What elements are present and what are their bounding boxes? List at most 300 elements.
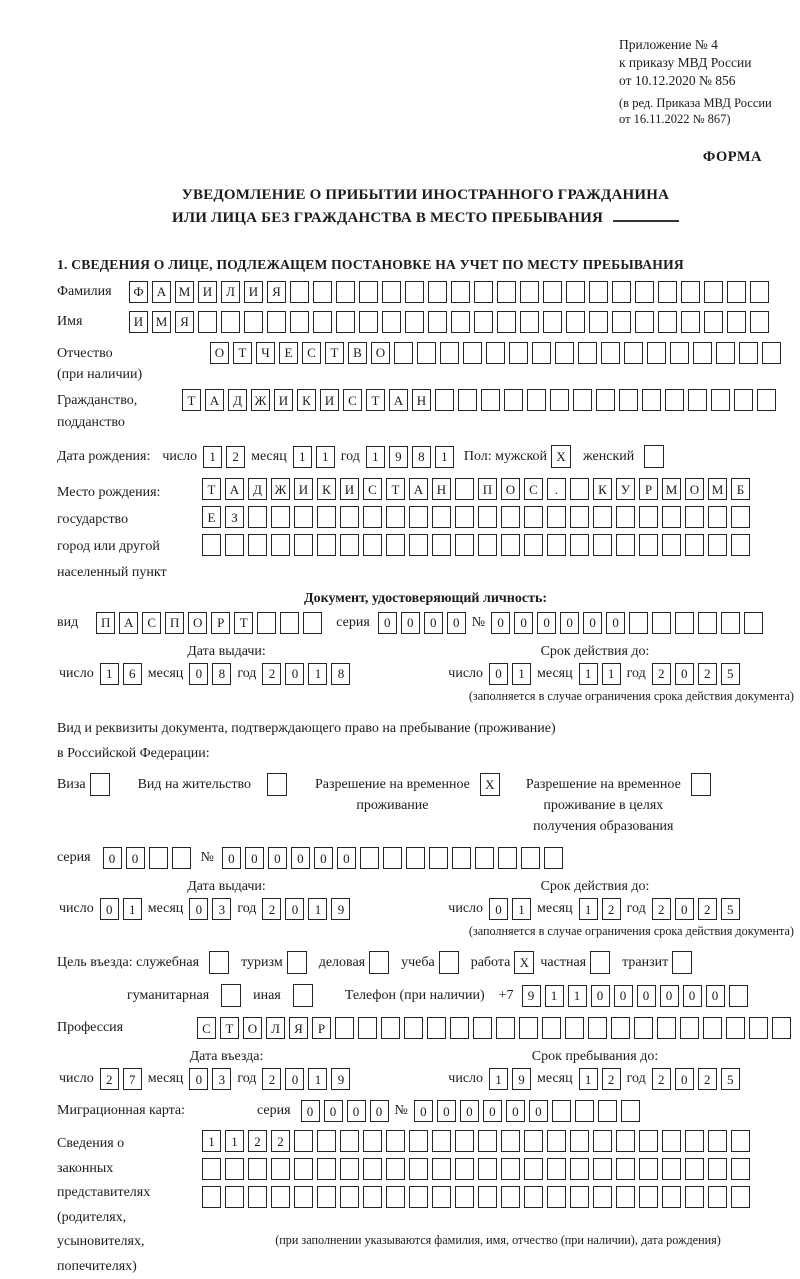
- char-cell: [381, 1017, 400, 1039]
- date-part-label: год: [237, 901, 257, 917]
- char-cell: [478, 506, 497, 528]
- char-cell: 2: [248, 1130, 267, 1152]
- char-cell: С: [524, 478, 543, 500]
- char-cell: [382, 281, 401, 303]
- char-cell: 2: [262, 898, 281, 920]
- char-cell: В: [348, 342, 367, 364]
- char-cell: [703, 1017, 722, 1039]
- doc-expiry-col: [396, 644, 794, 704]
- char-cell: О: [188, 612, 207, 634]
- char-cell: Р: [312, 1017, 331, 1039]
- char-cell: [394, 342, 413, 364]
- char-cell: 0: [537, 612, 556, 634]
- char-cell: Т: [366, 389, 385, 411]
- char-cell: [386, 1186, 405, 1208]
- char-cell: [570, 1130, 589, 1152]
- char-cell: Ж: [251, 389, 270, 411]
- birth-place-label: Место рождения: государство город или другой населенный пункт: [57, 485, 167, 581]
- char-cell: 1: [293, 446, 312, 468]
- char-cell: Р: [639, 478, 658, 500]
- residence-issue-heading: Дата выдачи:: [187, 879, 266, 895]
- char-cell: [409, 1186, 428, 1208]
- char-cell: 0: [347, 1100, 366, 1122]
- char-cell: [271, 1186, 290, 1208]
- char-cell: [497, 311, 516, 333]
- entry-date: [57, 1068, 396, 1090]
- char-cell: 1: [579, 1068, 598, 1090]
- char-cell: 8: [412, 446, 431, 468]
- char-cell: [405, 311, 424, 333]
- char-cell: И: [294, 478, 313, 500]
- char-cell: [612, 311, 631, 333]
- char-cell: [509, 342, 528, 364]
- residence-permit-checkbox: [267, 773, 287, 796]
- stay-until-heading: Срок пребывания до:: [531, 1049, 659, 1065]
- purpose-work-checkbox: X: [514, 951, 534, 974]
- char-cell: [729, 985, 748, 1007]
- residence-options-row: [57, 772, 794, 837]
- name-label: Имя: [57, 313, 83, 329]
- purpose-tourism-checkbox: [287, 951, 307, 974]
- char-cell: [451, 311, 470, 333]
- char-cell: [455, 534, 474, 556]
- char-cell: [435, 389, 454, 411]
- char-cell: [520, 311, 539, 333]
- purpose-transit-label: транзит: [622, 954, 669, 970]
- char-cell: [520, 281, 539, 303]
- char-cell: [662, 534, 681, 556]
- char-cell: [570, 1186, 589, 1208]
- entry-dates: [57, 1049, 794, 1090]
- char-cell: 1: [123, 898, 142, 920]
- option-temp-residence: Разрешение на временное проживание X: [315, 772, 504, 837]
- char-cell: С: [343, 389, 362, 411]
- char-cell: Н: [432, 478, 451, 500]
- char-cell: [550, 389, 569, 411]
- char-cell: [589, 281, 608, 303]
- char-cell: [552, 1100, 571, 1122]
- char-cell: [726, 1017, 745, 1039]
- sex-male-label: Пол: мужской: [463, 448, 548, 464]
- char-cell: [475, 847, 494, 869]
- char-cell: [383, 847, 402, 869]
- char-cell: [340, 534, 359, 556]
- char-cell: 1: [203, 446, 222, 468]
- char-cell: [547, 1130, 566, 1152]
- char-cell: Я: [175, 311, 194, 333]
- phone-label: Телефон (при наличии): [344, 987, 485, 1003]
- char-cell: [657, 1017, 676, 1039]
- char-cell: [450, 1017, 469, 1039]
- char-cell: Л: [266, 1017, 285, 1039]
- char-cell: К: [593, 478, 612, 500]
- char-cell: 1: [435, 446, 454, 468]
- representatives-row2: [202, 1158, 754, 1180]
- char-cell: [711, 389, 730, 411]
- char-cell: [486, 342, 505, 364]
- migration-series-cells: [301, 1100, 393, 1122]
- char-cell: [639, 1158, 658, 1180]
- char-cell: [658, 311, 677, 333]
- char-cell: 1: [568, 985, 587, 1007]
- char-cell: О: [243, 1017, 262, 1039]
- char-cell: А: [409, 478, 428, 500]
- date-part-label: число: [59, 665, 94, 681]
- char-cell: [317, 506, 336, 528]
- date-part-label: число: [59, 1071, 94, 1087]
- char-cell: [294, 1186, 313, 1208]
- char-cell: [202, 534, 221, 556]
- char-cell: [578, 342, 597, 364]
- purpose-private-label: частная: [540, 954, 587, 970]
- char-cell: [313, 311, 332, 333]
- purpose-official-checkbox: [209, 951, 229, 974]
- char-cell: [612, 281, 631, 303]
- char-cell: [463, 342, 482, 364]
- char-cell: [685, 534, 704, 556]
- char-cell: [708, 534, 727, 556]
- char-cell: [363, 1186, 382, 1208]
- char-cell: 0: [675, 898, 694, 920]
- char-cell: [198, 311, 217, 333]
- char-cell: [704, 281, 723, 303]
- purpose-prefix: Цель въезда: служебная: [57, 954, 200, 970]
- char-cell: [662, 506, 681, 528]
- char-cell: [731, 1158, 750, 1180]
- char-cell: 0: [414, 1100, 433, 1122]
- char-cell: [455, 1158, 474, 1180]
- char-cell: [662, 1186, 681, 1208]
- birth-place-row1: [202, 478, 754, 500]
- stay-until-col: [396, 1049, 794, 1090]
- char-cell: И: [340, 478, 359, 500]
- char-cell: [417, 342, 436, 364]
- char-cell: [290, 311, 309, 333]
- char-cell: [573, 389, 592, 411]
- char-cell: [432, 1186, 451, 1208]
- char-cell: 0: [245, 847, 264, 869]
- identity-doc-dates: [57, 644, 794, 704]
- char-cell: 2: [100, 1068, 119, 1090]
- purpose-transit-checkbox: [672, 951, 692, 974]
- char-cell: [340, 1130, 359, 1152]
- char-cell: П: [165, 612, 184, 634]
- char-cell: [566, 281, 585, 303]
- char-cell: [565, 1017, 584, 1039]
- form-title: [57, 184, 794, 231]
- char-cell: [317, 1130, 336, 1152]
- char-cell: 7: [123, 1068, 142, 1090]
- identity-doc-row: [57, 612, 794, 634]
- char-cell: Р: [211, 612, 230, 634]
- char-cell: 0: [337, 847, 356, 869]
- birth-place-block: [57, 478, 794, 586]
- char-cell: [698, 612, 717, 634]
- char-cell: А: [152, 281, 171, 303]
- residence-issue-date: [57, 898, 396, 920]
- char-cell: [762, 342, 781, 364]
- char-cell: 9: [512, 1068, 531, 1090]
- char-cell: [524, 1130, 543, 1152]
- char-cell: [317, 534, 336, 556]
- profession-cells: [197, 1017, 795, 1039]
- char-cell: Я: [289, 1017, 308, 1039]
- char-cell: О: [501, 478, 520, 500]
- char-cell: [750, 311, 769, 333]
- residence-number-cells: [222, 847, 567, 869]
- surname-cells: [129, 281, 773, 303]
- char-cell: 5: [721, 1068, 740, 1090]
- char-cell: [382, 311, 401, 333]
- char-cell: [731, 1130, 750, 1152]
- char-cell: [542, 1017, 561, 1039]
- entry-date-heading: Дата въезда:: [189, 1049, 264, 1065]
- char-cell: С: [197, 1017, 216, 1039]
- char-cell: 5: [721, 663, 740, 685]
- char-cell: [727, 311, 746, 333]
- char-cell: [639, 534, 658, 556]
- char-cell: [432, 534, 451, 556]
- purpose-study-label: учеба: [401, 954, 435, 970]
- char-cell: Т: [234, 612, 253, 634]
- char-cell: [340, 1186, 359, 1208]
- doc-type-label: вид: [57, 614, 79, 630]
- char-cell: [496, 1017, 515, 1039]
- char-cell: [501, 534, 520, 556]
- appendix-line: Приложение № 4: [619, 37, 718, 52]
- option-visa: Виза: [57, 772, 114, 837]
- char-cell: [635, 311, 654, 333]
- char-cell: 9: [331, 1068, 350, 1090]
- sex-female-checkbox: [644, 445, 664, 468]
- char-cell: [570, 534, 589, 556]
- date-part-label: месяц: [537, 665, 573, 681]
- date-part-label: месяц: [147, 901, 184, 917]
- patronymic-cells: [210, 342, 785, 364]
- identity-doc-heading: Документ, удостоверяющий личность:: [303, 590, 548, 606]
- representatives-row1: [202, 1130, 754, 1152]
- char-cell: [639, 506, 658, 528]
- char-cell: 0: [285, 663, 304, 685]
- char-cell: [360, 847, 379, 869]
- visit-purpose-row1: [57, 951, 794, 974]
- residence-series-row: [57, 847, 794, 869]
- char-cell: С: [363, 478, 382, 500]
- char-cell: [739, 342, 758, 364]
- char-cell: [280, 612, 299, 634]
- char-cell: М: [152, 311, 171, 333]
- representatives-rows: [202, 1130, 754, 1214]
- section1-heading: 1. СВЕДЕНИЯ О ЛИЦЕ, ПОДЛЕЖАЩЕМ ПОСТАНОВКЕ НА УЧЕТ ПО МЕСТУ ПРЕБЫВАНИЯ: [57, 256, 684, 272]
- char-cell: [409, 534, 428, 556]
- name-row: [57, 311, 794, 333]
- appendix-line: к приказу МВД России: [619, 55, 752, 71]
- char-cell: [386, 506, 405, 528]
- char-cell: 0: [489, 898, 508, 920]
- char-cell: [428, 281, 447, 303]
- char-cell: Н: [412, 389, 431, 411]
- residence-number-label: №: [200, 850, 214, 866]
- citizenship-cells: [182, 389, 780, 411]
- char-cell: 2: [262, 1068, 281, 1090]
- char-cell: [474, 311, 493, 333]
- char-cell: [566, 311, 585, 333]
- char-cell: Т: [325, 342, 344, 364]
- char-cell: [616, 1158, 635, 1180]
- char-cell: [429, 847, 448, 869]
- migration-series-label: серия: [257, 1103, 291, 1119]
- form-title-line1: УВЕДОМЛЕНИЕ О ПРИБЫТИИ ИНОСТРАННОГО ГРАЖДАНИНА: [181, 187, 670, 204]
- char-cell: И: [129, 311, 148, 333]
- char-cell: [409, 1158, 428, 1180]
- char-cell: 2: [226, 446, 245, 468]
- char-cell: 0: [529, 1100, 548, 1122]
- char-cell: 0: [103, 847, 122, 869]
- doc-expiry-note: (заполняется в случае ограничения срока действия документа): [468, 688, 794, 703]
- date-part-label: год: [237, 1071, 257, 1087]
- char-cell: 0: [637, 985, 656, 1007]
- char-cell: [225, 1186, 244, 1208]
- char-cell: Т: [386, 478, 405, 500]
- char-cell: О: [210, 342, 229, 364]
- char-cell: [317, 1158, 336, 1180]
- char-cell: [497, 281, 516, 303]
- char-cell: 0: [591, 985, 610, 1007]
- representatives-label: Сведения о законных представителях (родителях, усыновителях, попечителях): [57, 1136, 151, 1274]
- birth-place-row2: [202, 506, 754, 528]
- char-cell: [593, 534, 612, 556]
- char-cell: 2: [271, 1130, 290, 1152]
- purpose-humanitarian-label: гуманитарная: [127, 987, 210, 1003]
- date-part-label: месяц: [537, 1071, 573, 1087]
- char-cell: [473, 1017, 492, 1039]
- char-cell: [317, 1186, 336, 1208]
- citizenship-label: Гражданство, подданство: [57, 393, 138, 430]
- char-cell: [593, 506, 612, 528]
- char-cell: [501, 1186, 520, 1208]
- purpose-other-label: иная: [253, 987, 281, 1003]
- char-cell: [757, 389, 776, 411]
- char-cell: [619, 389, 638, 411]
- char-cell: [543, 281, 562, 303]
- doc-series-label: серия: [336, 614, 370, 630]
- char-cell: Т: [220, 1017, 239, 1039]
- char-cell: [225, 534, 244, 556]
- char-cell: Ч: [256, 342, 275, 364]
- date-part-label: месяц: [147, 665, 184, 681]
- char-cell: [543, 311, 562, 333]
- char-cell: 0: [301, 1100, 320, 1122]
- char-cell: 1: [512, 898, 531, 920]
- char-cell: 2: [652, 898, 671, 920]
- char-cell: [570, 1158, 589, 1180]
- residence-doc-intro: Вид и реквизиты документа, подтверждающего право на пребывание (проживание) в Российской Федерации:: [57, 720, 556, 761]
- char-cell: [340, 1158, 359, 1180]
- patronymic-label: Отчество (при наличии): [57, 345, 143, 383]
- char-cell: [202, 1186, 221, 1208]
- char-cell: 0: [483, 1100, 502, 1122]
- char-cell: [451, 281, 470, 303]
- purpose-private-checkbox: [590, 951, 610, 974]
- char-cell: 0: [560, 612, 579, 634]
- date-part-label: год: [626, 901, 646, 917]
- char-cell: [524, 506, 543, 528]
- char-cell: [685, 1130, 704, 1152]
- char-cell: [386, 534, 405, 556]
- char-cell: [498, 847, 517, 869]
- phone-prefix: +7: [498, 987, 514, 1003]
- char-cell: [611, 1017, 630, 1039]
- char-cell: [524, 534, 543, 556]
- char-cell: [772, 1017, 791, 1039]
- char-cell: [708, 1130, 727, 1152]
- date-part-label: число: [448, 665, 484, 681]
- char-cell: А: [225, 478, 244, 500]
- char-cell: [749, 1017, 768, 1039]
- char-cell: 0: [514, 612, 533, 634]
- date-part-label: число: [448, 1071, 484, 1087]
- birth-place-rows: [202, 478, 754, 562]
- char-cell: [639, 1186, 658, 1208]
- char-cell: [294, 506, 313, 528]
- birth-place-row3: [202, 534, 754, 556]
- char-cell: [634, 1017, 653, 1039]
- char-cell: 2: [602, 1068, 621, 1090]
- doc-expiry-heading: Срок действия до:: [540, 643, 650, 659]
- doc-number-cells: [491, 612, 767, 634]
- purpose-study-checkbox: [439, 951, 459, 974]
- date-part-label: год: [626, 665, 646, 681]
- char-cell: [340, 506, 359, 528]
- char-cell: [294, 1130, 313, 1152]
- sex-female-label: женский: [583, 448, 635, 464]
- char-cell: [432, 1130, 451, 1152]
- char-cell: [593, 1186, 612, 1208]
- surname-row: [57, 281, 794, 303]
- char-cell: [593, 1158, 612, 1180]
- char-cell: [547, 1186, 566, 1208]
- doc-series-cells: [378, 612, 470, 634]
- char-cell: [244, 311, 263, 333]
- char-cell: [294, 534, 313, 556]
- char-cell: [621, 1100, 640, 1122]
- char-cell: [524, 1186, 543, 1208]
- date-part-label: число: [162, 448, 198, 464]
- char-cell: [294, 1158, 313, 1180]
- representatives-block: [57, 1130, 794, 1279]
- migration-card-row: [57, 1100, 794, 1122]
- char-cell: [555, 342, 574, 364]
- char-cell: 0: [324, 1100, 343, 1122]
- sex-male-checkbox: X: [551, 445, 571, 468]
- birth-date-label: Дата рождения:: [57, 448, 151, 464]
- char-cell: [596, 389, 615, 411]
- char-cell: [336, 281, 355, 303]
- char-cell: [202, 1158, 221, 1180]
- char-cell: 2: [602, 898, 621, 920]
- char-cell: 8: [331, 663, 350, 685]
- char-cell: [501, 1130, 520, 1152]
- char-cell: [432, 506, 451, 528]
- char-cell: [478, 1130, 497, 1152]
- citizenship-row: [57, 388, 794, 433]
- char-cell: .: [547, 478, 566, 500]
- char-cell: 0: [285, 1068, 304, 1090]
- char-cell: [432, 1158, 451, 1180]
- char-cell: С: [302, 342, 321, 364]
- char-cell: 0: [675, 1068, 694, 1090]
- char-cell: Д: [228, 389, 247, 411]
